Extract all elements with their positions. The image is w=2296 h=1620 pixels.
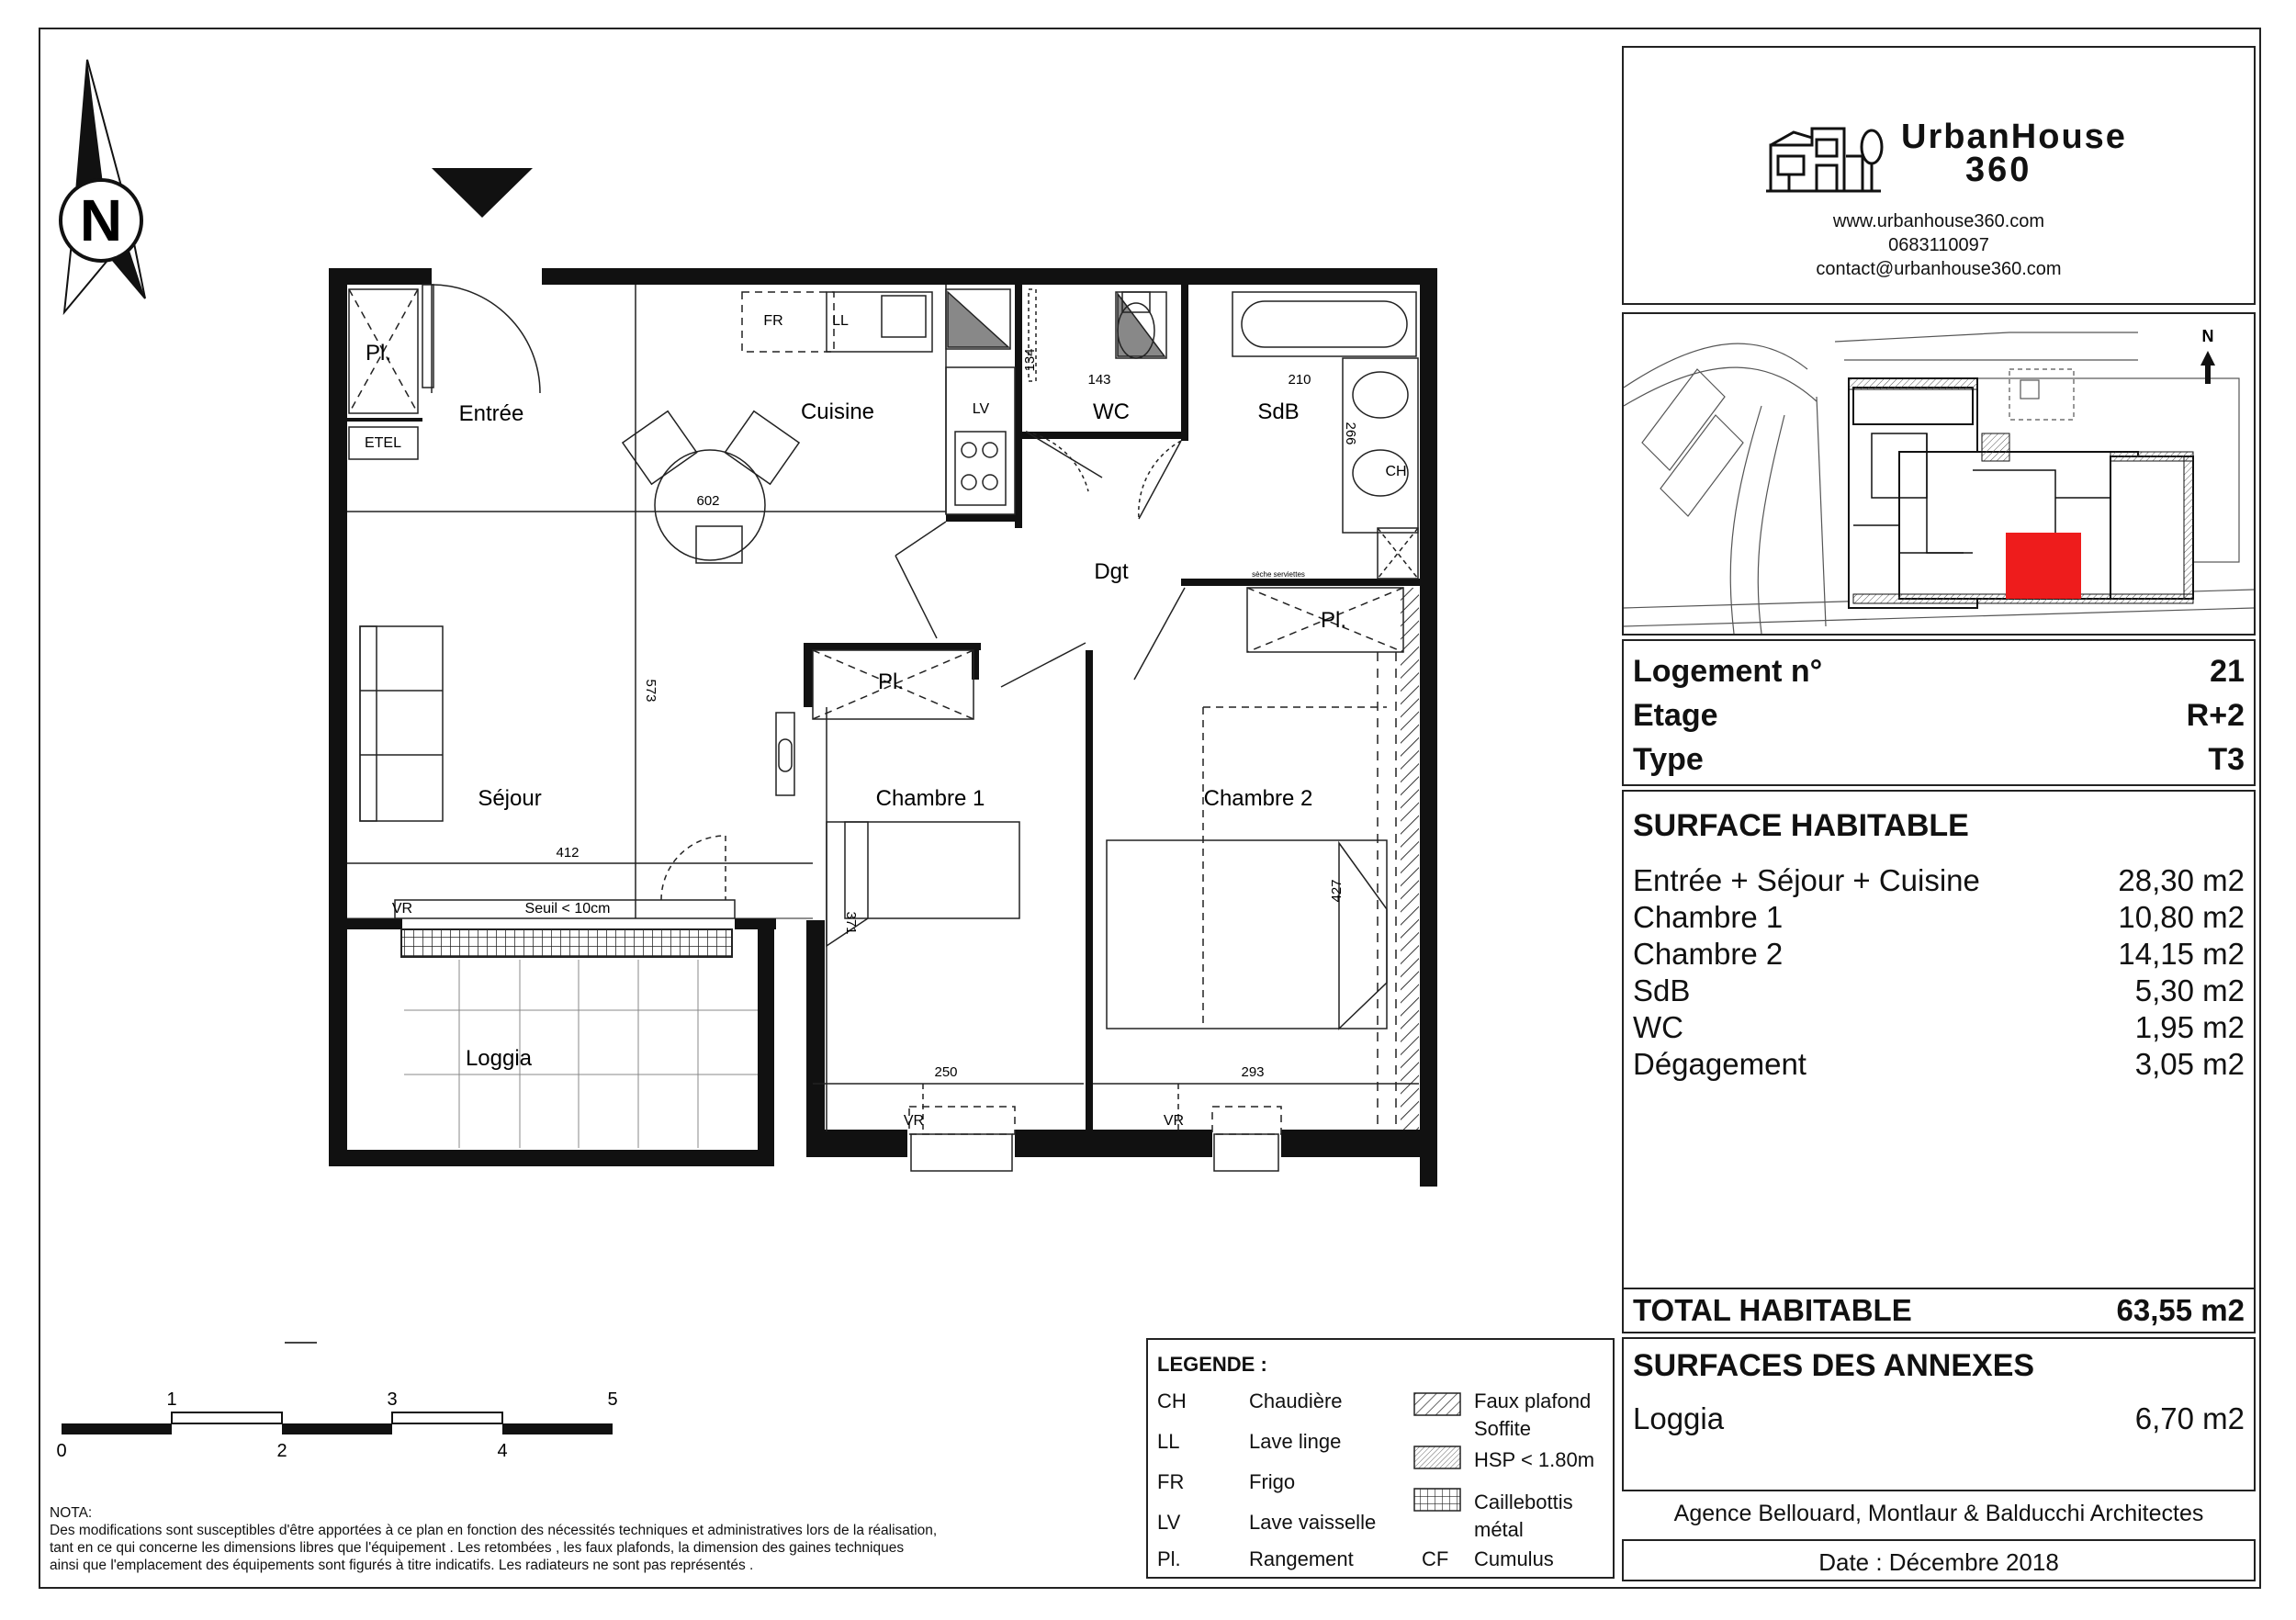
dim-427: 427 [1329, 879, 1345, 903]
legend-text: Chaudière [1249, 1389, 1343, 1412]
site-north-icon [2200, 351, 2215, 384]
surface-label: Chambre 2 [1633, 937, 1784, 971]
surface-value: 10,80 m2 [2118, 900, 2245, 934]
etage-row [1624, 698, 2254, 734]
room-sejour: Séjour [478, 786, 542, 811]
dim-573: 573 [643, 679, 658, 703]
surface-value: 1,95 m2 [2134, 1010, 2245, 1044]
site-north-label: N [2201, 327, 2214, 345]
legend-text: Lave linge [1249, 1430, 1342, 1453]
legend-box [1146, 1338, 1615, 1579]
room-chambre1: Chambre 1 [875, 786, 985, 811]
site-plan [1624, 314, 2254, 634]
logement-box [1622, 639, 2256, 786]
etage-value: R+2 [2186, 698, 2245, 733]
legend-code: FR [1157, 1470, 1185, 1493]
annexes-label: Loggia [1633, 1401, 1725, 1435]
brand-website: www.urbanhouse360.com [1832, 211, 2045, 231]
legend-code: Pl. [1157, 1547, 1181, 1570]
legend-code: LL [1157, 1430, 1180, 1453]
storage-chambre2: Pl. [1320, 608, 1347, 633]
boiler-label: CH [1385, 464, 1407, 479]
dim-143: 143 [1087, 372, 1111, 388]
annexes-box [1622, 1337, 2256, 1491]
note-line: ainsi que l'emplacement des équipements sont figurés à titre indicatifs. Les radiateurs ne sont pas représentés . [50, 1558, 754, 1573]
room-cuisine: Cuisine [800, 399, 875, 424]
scale-label-0: 0 [56, 1441, 67, 1461]
fridge-label: FR [763, 313, 783, 329]
house-logo-icon [1761, 119, 1886, 193]
surface-value: 5,30 m2 [2134, 973, 2245, 1007]
scale-bar [62, 1343, 613, 1434]
dim-134: 134 [1022, 348, 1038, 372]
brand-name: UrbanHouse [1901, 118, 2127, 156]
surface-box [1622, 790, 2256, 1333]
compass-letter: N [79, 187, 123, 253]
total-value: 63,55 m2 [2116, 1293, 2245, 1327]
dim-293: 293 [1241, 1064, 1265, 1080]
scale-label-4: 4 [497, 1441, 508, 1461]
total-label: TOTAL HABITABLE [1633, 1293, 1912, 1327]
etage-label: Etage [1633, 698, 1718, 733]
dim-210: 210 [1288, 372, 1311, 388]
room-wc: WC [1093, 399, 1130, 424]
towel-dryer-label: sèche serviettes [1252, 570, 1305, 579]
annexes-title: SURFACES DES ANNEXES [1633, 1348, 2035, 1383]
logo-box [1622, 46, 2256, 305]
legend-soffite: Soffite [1474, 1417, 1531, 1440]
room-chambre2: Chambre 2 [1203, 786, 1313, 811]
surface-label: WC [1633, 1010, 1683, 1044]
logement-value: 21 [2210, 654, 2245, 689]
etel-label: ETEL [364, 435, 402, 451]
surface-row [1624, 900, 2254, 935]
dim-266: 266 [1343, 422, 1358, 445]
total-divider [1624, 1288, 2254, 1289]
dim-602: 602 [696, 493, 720, 509]
dim-412: 412 [556, 845, 580, 861]
loggia-railing [401, 929, 732, 957]
legend-caillebottis: Caillebottis [1474, 1491, 1573, 1513]
logement-row [1624, 654, 2254, 690]
brand-phone: 0683110097 [1888, 235, 1989, 255]
annexes-value: 6,70 m2 [2134, 1401, 2245, 1435]
legend-title: LEGENDE : [1157, 1353, 1267, 1376]
note-title: NOTA: [50, 1505, 93, 1521]
legend-code: LV [1157, 1511, 1181, 1534]
loggia-tiles [404, 960, 758, 1148]
room-loggia: Loggia [465, 1046, 533, 1071]
vr-sejour: VR [391, 901, 413, 917]
storage-entree: Pl. [365, 341, 392, 366]
entrance-marker-icon [432, 168, 533, 218]
surface-label: Entrée + Séjour + Cuisine [1633, 863, 1980, 897]
room-entree: Entrée [458, 401, 524, 426]
legend-faux-plafond: Faux plafond [1474, 1389, 1592, 1412]
surface-label: Chambre 1 [1633, 900, 1784, 934]
date-label: Date : Décembre 2018 [1818, 1548, 2059, 1576]
threshold-label: Seuil < 10cm [524, 901, 611, 917]
vr-chambre1: VR [903, 1113, 925, 1129]
annexes-row [1624, 1401, 2254, 1436]
legend-text: Lave vaisselle [1249, 1511, 1377, 1534]
site-plan-highlight [2006, 533, 2081, 599]
brand-number: 360 [1965, 151, 2032, 189]
surface-label: Dégagement [1633, 1047, 1806, 1081]
legend-text: Frigo [1249, 1470, 1296, 1493]
surface-row [1624, 1010, 2254, 1045]
type-value: T3 [2208, 742, 2245, 777]
north-arrow-icon [61, 60, 145, 312]
vr-chambre2: VR [1163, 1113, 1185, 1129]
dishwasher-label: LV [972, 401, 990, 417]
note-line: Des modifications sont susceptibles d'être apportées à ce plan en fonction des nécessités techniques et administratives lors de la réalisation, [50, 1523, 938, 1538]
type-label: Type [1633, 742, 1704, 777]
site-plan-box [1622, 312, 2256, 636]
legend-hsp: HSP < 1.80m [1474, 1448, 1595, 1471]
storage-chambre1: Pl. [877, 669, 905, 694]
scale-label-2: 2 [276, 1441, 287, 1461]
brand-email: contact@urbanhouse360.com [1816, 259, 2062, 279]
note-line: tant en ce qui concerne les dimensions libres que l'équipement . Les retombées , les faux plafonds, la dimension des gaines techniques [50, 1540, 905, 1556]
washer-label: LL [832, 313, 849, 329]
surface-title: SURFACE HABITABLE [1633, 808, 1969, 843]
surface-row [1624, 937, 2254, 972]
legend-cf-text: Cumulus [1474, 1547, 1554, 1570]
surface-row [1624, 973, 2254, 1008]
room-sdb: SdB [1257, 399, 1300, 424]
legend-text: Rangement [1249, 1547, 1354, 1570]
dim-250: 250 [934, 1064, 958, 1080]
dim-371: 371 [843, 911, 859, 935]
scale-label-1: 1 [166, 1389, 177, 1410]
logement-label: Logement n° [1633, 654, 1823, 689]
room-dgt: Dgt [1094, 559, 1129, 584]
note-block [50, 1504, 1142, 1574]
surface-value: 28,30 m2 [2118, 863, 2245, 897]
legend-code: CH [1157, 1389, 1187, 1412]
surface-row [1624, 1047, 2254, 1082]
legend-metal: métal [1474, 1518, 1524, 1541]
surface-value: 14,15 m2 [2118, 937, 2245, 971]
surface-row [1624, 863, 2254, 898]
type-row [1624, 742, 2254, 778]
surface-value: 3,05 m2 [2134, 1047, 2245, 1081]
surface-label: SdB [1633, 973, 1691, 1007]
date-box [1622, 1539, 2256, 1581]
legend-swatches [1412, 1386, 1466, 1514]
total-row [1624, 1293, 2254, 1328]
scale-label-5: 5 [607, 1389, 618, 1410]
scale-label-3: 3 [387, 1389, 398, 1410]
legend-cf-code: CF [1422, 1547, 1449, 1570]
architect-name: Agence Bellouard, Montlaur & Balducchi Architectes [1673, 1501, 2204, 1526]
